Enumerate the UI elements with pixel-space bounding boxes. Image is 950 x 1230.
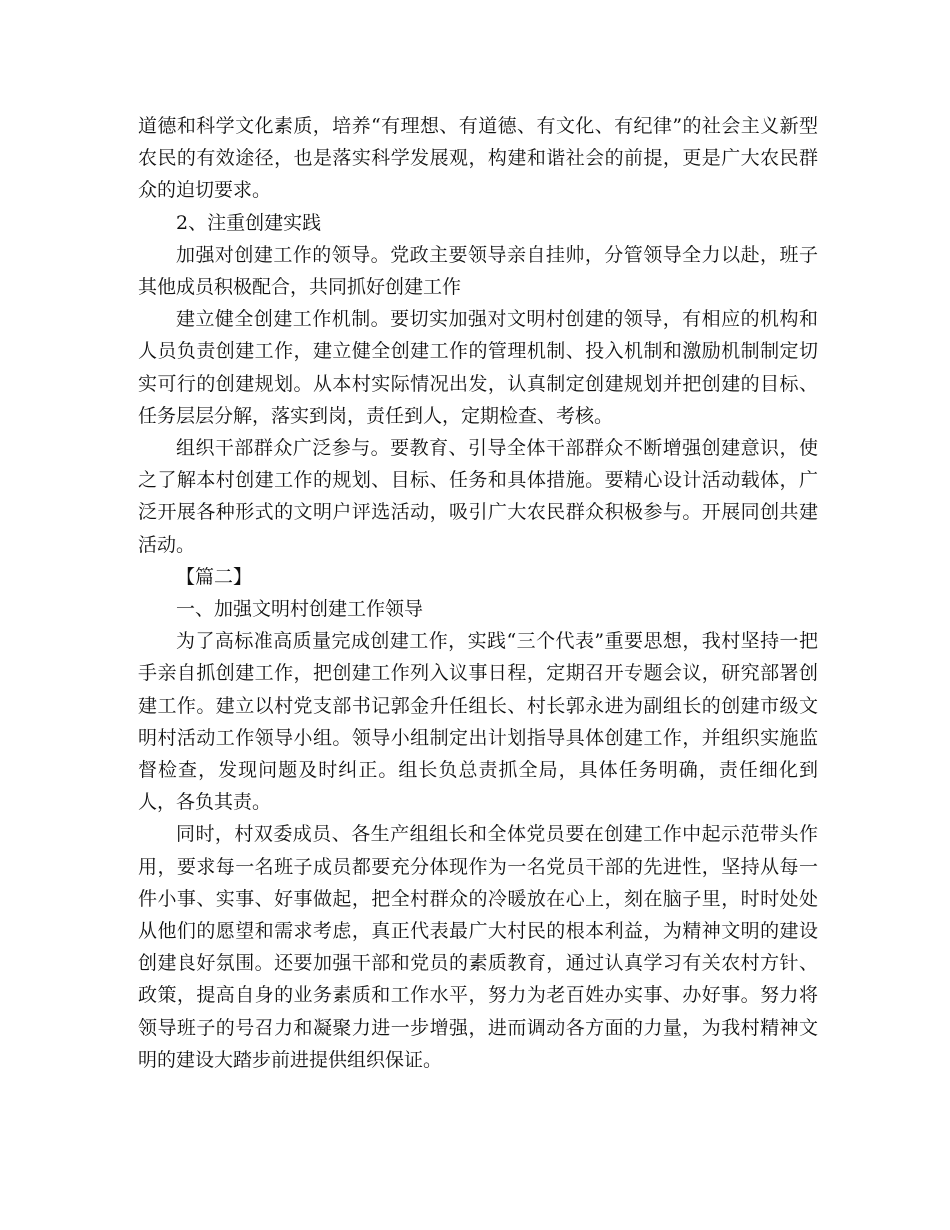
- paragraph-intro-continued: 道德和科学文化素质，培养“有理想、有道德、有文化、有纪律”的社会主义新型农民的有效途径，也是落实科学发展观，构建和谐社会的前提，更是广大农民群众的迫切要求。: [138, 115, 818, 202]
- document-page: [138, 110, 818, 1076]
- paragraph-participation: 组织干部群众广泛参与。要教育、引导全体干部群众不断增强创建意识，使之了解本村创建工作的规划、目标、任务和具体措施。要精心设计活动载体，广泛开展各种形式的文明户评选活动，吸引广大农民群众积极参与。开展同创共建活动。: [138, 437, 818, 556]
- paragraph-leadership: 加强对创建工作的领导。党政主要领导亲自挂帅，分管领导全力以赴，班子其他成员积极配合，共同抓好创建工作: [138, 243, 818, 299]
- paragraph-party-members-role: 同时，村双委成员、各生产组组长和全体党员要在创建工作中起示范带头作用，要求每一名班子成员都要充分体现作为一名党员干部的先进性，坚持从每一件小事、实事、好事做起，把全村群众的冷暖放在心上，刻在脑子里，时时处处从他们的愿望和需求考虑，真正代表最广大村民的根本利益，为精神文明的建设创建良好氛围。还要加强干部和党员的素质教育，通过认真学习有关农村方针、政策，提高自身的业务素质和工作水平，努力为老百姓办实事、办好事。努力将领导班子的号召力和凝聚力进一步增强，进而调动各方面的力量，为我村精神文明的建设大踏步前进提供组织保证。: [138, 823, 818, 1071]
- paragraph-mechanism: 建立健全创建工作机制。要切实加强对文明村创建的领导，有相应的机构和人员负责创建工作，建立健全创建工作的管理机制、投入机制和激励机制制定切实可行的创建规划。从本村实际情况出发，认真制定创建规划并把创建的目标、任务层层分解，落实到岗，责任到人，定期检查、考核。: [138, 308, 818, 427]
- section-heading-strengthen-leadership: 一、加强文明村创建工作领导: [176, 598, 424, 621]
- section-heading-part-two: 【篇二】: [176, 565, 253, 588]
- section-heading-practice: 2、注重创建实践: [176, 211, 322, 234]
- paragraph-leading-group: 为了高标准高质量完成创建工作，实践“三个代表”重要思想，我村坚持一把手亲自抓创建工作，把创建工作列入议事日程，定期召开专题会议，研究部署创建工作。建立以村党支部书记郭金升任组长、村长郭永进为副组长的创建市级文明村活动工作领导小组。领导小组制定出计划指导具体创建工作，并组织实施监督检查，发现问题及时纠正。组长负总责抓全局，具体任务明确，责任细化到人，各负其责。: [138, 630, 818, 814]
